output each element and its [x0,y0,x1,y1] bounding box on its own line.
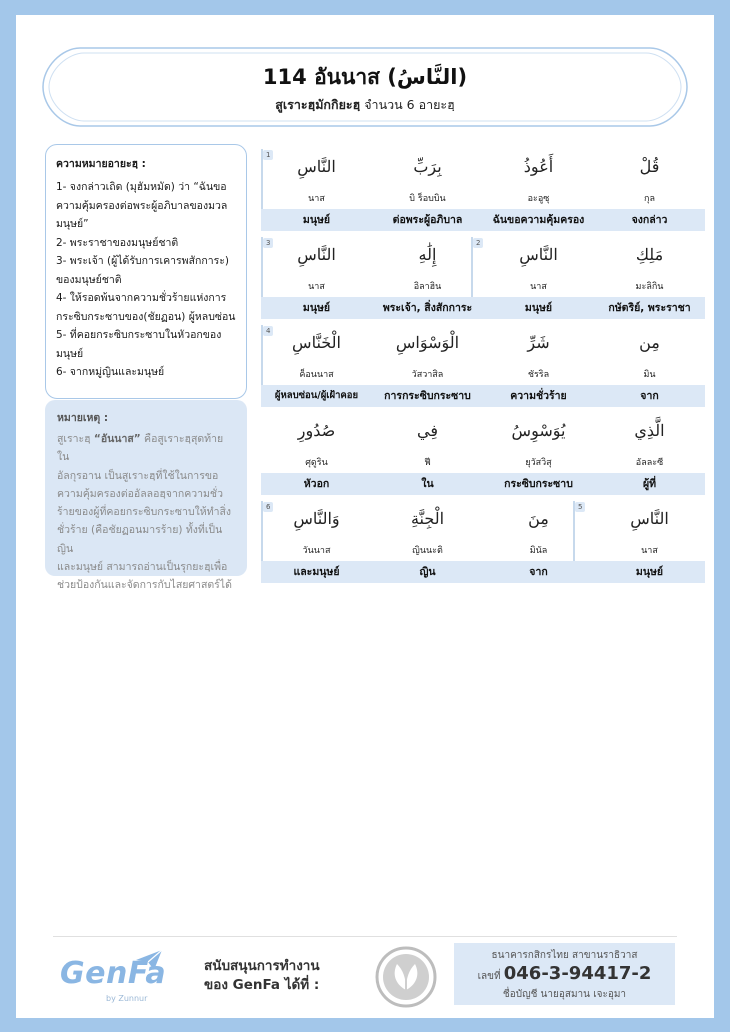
title-banner [40,45,690,129]
verse-number-badge: 6 [263,502,273,512]
note-line: ช่วยป้องกันและจัดการกับไสยศาสตร์ได้ [57,579,232,592]
word-meaning: จาก [640,390,659,402]
arabic-line [261,409,705,453]
transliteration: นาส [308,194,325,204]
transliteration: อะอูซุ [527,194,550,204]
transliteration-line [261,541,705,561]
account-number: 046-3-94417-2 [503,963,652,984]
bank-info-box [454,943,675,1005]
word-meaning: ใน [421,478,434,490]
note-line-pre: สูเราะฮฺ [57,433,94,445]
page-sheet [16,15,714,1018]
note-line-bold: “อันนาส” [93,433,141,445]
transliteration: นาส [530,282,547,292]
meaning-heading: ความหมายอายะฮฺ : [56,158,146,170]
logo-byline: by Zunnur [106,994,148,1003]
word-meaning: มนุษย์ [302,214,331,226]
arabic-word: يُوَسْوِسُ [511,421,566,440]
meaning-line: 2- พระราชาของมนุษย์ชาติ [56,236,179,249]
transliteration-line [261,453,705,473]
word-meaning: ผู้ที่ [642,478,657,490]
arabic-word: النَّاسِ [519,245,558,264]
word-meaning: ความชั่วร้าย [510,390,567,402]
word-meaning: และมนุษย์ [293,566,340,578]
transliteration-line [261,365,705,385]
arabic-word: مِن [639,333,660,352]
account-holder: ชื่อบัญชี นายอุสมาน เจะอุมา [502,989,627,1000]
transliteration: อัลละซี [635,458,664,468]
word-meaning: พระเจ้า, สิ่งสักการะ [382,302,473,314]
note-text [57,430,235,595]
word-meaning: กระซิบกระซาบ [504,478,573,490]
word-meaning: ฉันขอความคุ้มครอง [492,214,585,226]
note-line [57,430,235,467]
transliteration-line [261,277,705,297]
transliteration: ญินนะติ [412,546,443,556]
arabic-word: مِنَ [528,509,549,528]
footer-divider [53,936,677,937]
word-meaning: จงกล่าว [631,214,668,226]
meaning-line: ความคุ้มครองต่อพระผู้อภิบาลของมวล [56,199,228,212]
support-line: สนับสนุนการทำงาน [204,958,320,974]
arabic-word: الْوَسْوَاسِ [395,333,460,352]
arabic-word: النَّاسِ [297,245,336,264]
surah-title: 114 อันนาส (النَّاسُ) [262,65,468,89]
word-meaning: มนุษย์ [302,302,331,314]
subtitle-bold: สูเราะฮฺมักกิยะฮฺ [275,97,361,112]
arabic-word: الَّذِي [634,421,665,440]
transliteration: ฟี [424,458,431,468]
meaning-line: มนุษย์ [56,347,84,360]
arabic-word: النَّاسِ [630,509,669,528]
transliteration: ค็อนนาส [299,370,334,380]
bank-leaf-logo-icon [375,946,437,1008]
transliteration: บิ ร็อบบิน [409,194,446,204]
arabic-word: الْجِنَّةِ [410,509,445,528]
verse-number-badge: 2 [473,238,483,248]
word-row-1 [261,145,705,233]
transliteration: มะลิกิน [635,282,664,292]
meaning-line: 1- จงกล่าวเถิด (มุฮัมหมัด) ว่า “ฉันขอ [56,181,227,193]
support-line: ของ GenFa ได้ที่ : [204,977,320,993]
arabic-word: فِي [417,421,438,440]
surah-subtitle [40,95,690,115]
word-meaning: กษัตริย์, พระราชา [608,302,691,314]
arabic-line [261,321,705,365]
note-line: ร้ายของผู้ที่คอยกระซิบกระซาบให้ทำสิ่ง [57,506,232,519]
note-line: ความคุ้มครองต่ออัลลอฮฺจากความชั่ว [57,487,223,500]
meaning-line: กระซิบกระซาบของ(ชัยฏอน) ผู้หลบซ่อน [56,310,236,323]
subtitle-rest: จำนวน 6 อายะฮฺ [360,97,455,112]
meaning-line-row [261,209,705,231]
note-line: ชั่วร้าย (คือชัยฏอนมารร้าย) ทั้งที่เป็นญิน [57,524,223,555]
genfa-logo [56,950,167,1010]
bank-name: ธนาคารกสิกรไทย สาขานราธิวาส [491,950,638,961]
verse-number-badge: 1 [263,150,273,160]
verse-number-badge: 5 [575,502,585,512]
transliteration: ชัรริล [527,370,550,380]
arabic-word: إِلَٰهِ [418,245,437,264]
transliteration: มินัล [529,546,548,556]
note-line: และมนุษย์ สามารถอ่านเป็นรุกยะฮฺเพื่อ [57,561,228,574]
arabic-word: وَالنَّاسِ [293,509,340,528]
verse-number-badge: 3 [263,238,273,248]
transliteration: มิน [643,370,656,380]
meaning-line: 5- ที่คอยกระซิบกระซาบในหัวอกของ [56,329,222,341]
meaning-line: 4- ให้รอดพ้นจากความชั่วร้ายแห่งการ [56,292,227,304]
word-meaning: ผู้หลบซ่อน/ผู้เฝ้าคอย [274,390,359,401]
word-meaning: ต่อพระผู้อภิบาล [392,214,463,226]
word-row-4 [261,409,705,497]
note-heading: หมายเหตุ : [57,412,109,424]
meaning-line-row [261,473,705,495]
arabic-word: شَرِّ [527,333,550,352]
word-grid [261,145,705,585]
arabic-word: صُدُورِ [297,421,336,440]
transliteration: ยุวัสวิสุ [525,458,552,468]
arabic-word: مَلِكِ [635,245,664,264]
meaning-box [45,144,247,399]
transliteration-line [261,189,705,209]
arabic-word: النَّاسِ [297,157,336,176]
meaning-line-row [261,561,705,583]
word-meaning: จาก [529,566,548,578]
word-meaning: ญิน [419,566,436,578]
verse-number-badge: 4 [263,326,273,336]
word-row-3 [261,321,705,409]
word-meaning: หัวอก [303,478,330,490]
transliteration: ศุดูริน [305,458,328,468]
meaning-line: ของมนุษย์ชาติ [56,273,122,286]
account-number-line [454,963,675,988]
transliteration: นาส [308,282,325,292]
arabic-line [261,145,705,189]
word-row-5 [261,497,705,585]
note-line-post: คือสูเราะฮฺสุดท้ายใน [57,433,224,464]
note-line: อัลกุรอาน เป็นสูเราะฮฺที่ใช้ในการขอ [57,469,219,482]
word-meaning: มนุษย์ [524,302,553,314]
arabic-word: أَعُوذُ [523,157,554,176]
transliteration: วัสวาสิล [411,370,444,380]
arabic-word: بِرَبِّ [413,157,442,176]
meaning-line-row [261,385,705,407]
arabic-word: قُلْ [639,157,660,176]
transliteration: กุล [644,194,655,204]
transliteration: อิลาฮิน [413,282,442,292]
note-box [45,400,247,592]
logo-wordmark: GenFa [60,956,167,991]
word-meaning: การกระซิบกระซาบ [384,390,471,402]
arabic-word: الْخَنَّاسِ [292,333,341,352]
word-meaning: มนุษย์ [635,566,664,578]
transliteration: วันนาส [302,546,331,556]
meaning-line: มนุษย์” [56,218,89,230]
transliteration: นาส [641,546,658,556]
arabic-line [261,497,705,541]
account-prefix: เลขที่ [477,971,504,982]
meaning-line: 3- พระเจ้า (ผู้ได้รับการเคารพสักการะ) [56,255,229,267]
meaning-line: 6- จากหมู่ญินและมนุษย์ [56,366,165,378]
support-text [204,957,320,995]
word-row-2 [261,233,705,321]
meaning-line-row [261,297,705,319]
